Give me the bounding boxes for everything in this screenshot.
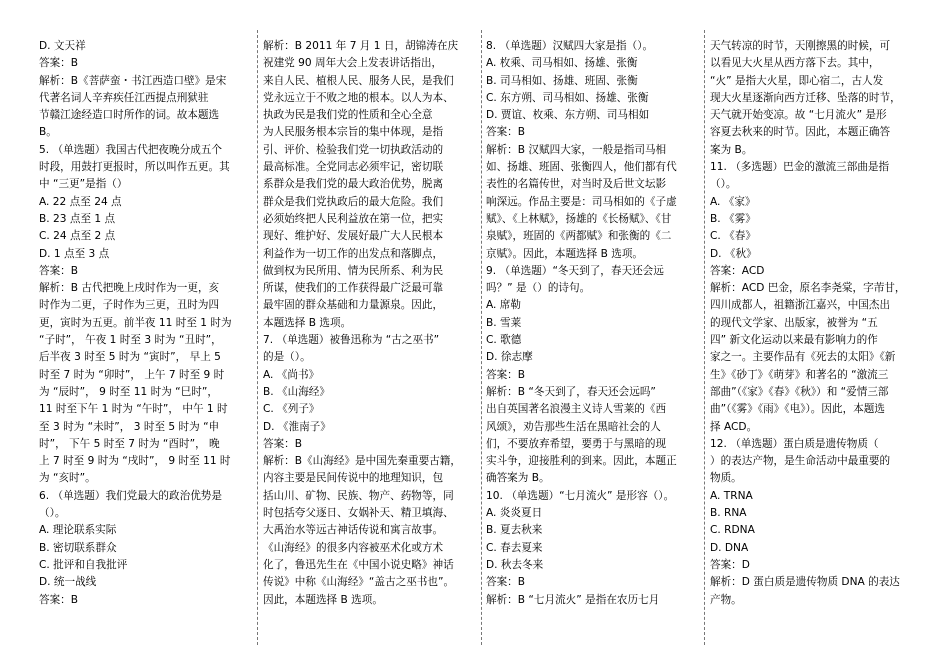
text-column-1 <box>39 38 264 638</box>
text-line: 因此，本题选择 B 选项。 <box>263 593 383 606</box>
text-line: 6. （单选题）我们党最大的政治优势是 <box>39 489 222 502</box>
text-line: “火” 是指大火星，即心宿二，古人发 <box>710 74 884 87</box>
text-line: 括山川、矿物、民族、物产、药物等，同 <box>263 489 454 502</box>
text-line: 答案：D <box>710 558 750 571</box>
text-line: 案为 B。 <box>710 143 753 156</box>
text-line: 们，不要放弃希望，要勇于与黑暗的现 <box>486 437 667 450</box>
text-line: B. RNA <box>710 507 747 520</box>
text-line: “子时”， 午夜 1 时至 3 时为 “丑时”， <box>39 334 222 347</box>
text-line: 解析：B《山海经》是中国先秦重要古籍， <box>263 455 461 468</box>
text-line: C. 24 点至 2 点 <box>39 230 116 243</box>
text-line: 解析：ACD 巴金，原名李尧棠，字芾甘， <box>710 282 906 295</box>
text-line: A. 枚乘、司马相如、扬雄、张衡 <box>486 57 638 70</box>
text-line: 化了，鲁迅先生在《中国小说史略》神话 <box>263 558 454 571</box>
text-line: 答案：B <box>486 576 526 589</box>
text-line: A. 《家》 <box>710 195 756 208</box>
text-line: 风颂》，劝告那些生活在黑暗社会的人 <box>486 420 661 433</box>
text-column-3 <box>486 38 707 638</box>
text-line: A. 理论联系实际 <box>39 524 117 537</box>
text-line: 8. （单选题）汉赋四大家是指（）。 <box>486 40 654 52</box>
text-line: 如、扬雄、班固、张衡四人，他们都有代 <box>486 161 677 174</box>
text-line: 解析：D 蛋白质是遗传物质 DNA 的表达 <box>710 576 900 589</box>
text-line: 后半夜 3 时至 5 时为 “寅时”， 早上 5 <box>39 351 221 364</box>
text-line: 现好、维护好、发展好最广大人民根本 <box>263 230 444 243</box>
text-line: 容夏去秋来的时节。因此，本题正确答 <box>710 126 891 139</box>
text-line: 利益作为一切工作的出发点和落脚点， <box>263 247 444 260</box>
text-line: 解析：B 2011 年 7 月 1 日，胡锦涛在庆 <box>263 40 459 52</box>
text-line: D. 徐志摩 <box>486 351 533 364</box>
text-line: 响深远。作品主要是：司马相如的《子虚 <box>486 195 677 208</box>
text-line: 来自人民、植根人民、服务人民，是我们 <box>263 74 454 87</box>
text-line: 家之一。主要作品有《死去的太阳》《新 <box>710 351 896 364</box>
text-line: 答案：ACD <box>710 264 765 277</box>
text-line: 为 “亥时”。 <box>39 472 96 485</box>
text-line: D. 《秋》 <box>710 247 757 260</box>
text-line: 赋》、《上林赋》，扬雄的《长杨赋》、《甘 <box>486 212 672 225</box>
text-line: 生》《砂丁》《萌芽》和著名的 “激流三 <box>710 368 889 381</box>
text-line: 四川成都人，祖籍浙江嘉兴，中国杰出 <box>710 299 891 312</box>
text-line: 吗？” 是（）的诗句。 <box>486 282 591 295</box>
text-line: 的是（）。 <box>263 351 311 364</box>
text-line: A. 炎炎夏日 <box>486 507 543 520</box>
text-line: 泉赋》，班固的《两都赋》和张衡的《二 <box>486 230 672 243</box>
text-line: C. 《列子》 <box>263 403 320 416</box>
text-line: 时段，用鼓打更报时，所以叫作五更。其 <box>39 161 230 174</box>
text-line: D. DNA <box>710 541 749 554</box>
text-line: （）。 <box>39 507 66 520</box>
text-line: C. 歌德 <box>486 334 522 347</box>
text-line: C. 《春》 <box>710 230 756 243</box>
text-line: 出自英国著名浪漫主义诗人雪莱的《西 <box>486 403 667 416</box>
text-line: 党永远立于不败之地的根本。以人为本、 <box>263 91 454 104</box>
text-line: 时包括夸父逐日、女娲补天、精卫填海、 <box>263 507 454 520</box>
text-line: 7. （单选题）被鲁迅称为 “古之巫书” <box>263 334 440 347</box>
text-line: 时”， 下午 5 时至 7 时为 “酉时”， 晚 <box>39 437 220 450</box>
text-line: 天气就开始变凉。故 “七月流火” 是形 <box>710 109 887 122</box>
text-line: 内容主要是民间传说中的地理知识，包 <box>263 472 444 485</box>
text-line: 解析：B 汉赋四大家，一般是指司马相 <box>486 143 667 156</box>
text-line: 择 ACD。 <box>710 420 758 433</box>
text-line: 答案：B <box>486 368 526 381</box>
text-line: 时作为二更，子时作为三更，丑时为四 <box>39 299 220 312</box>
text-line: 系群众是我们党的最大政治优势，脱离 <box>263 178 444 191</box>
text-line: 表性的名篇传世，对当时及后世文坛影 <box>486 178 667 191</box>
text-line: 12. （单选题）蛋白质是遗传物质（ <box>710 437 879 450</box>
text-line: 上 7 时至 9 时为 “戌时”， 9 时至 11 时 <box>39 455 231 468</box>
text-line: 京赋》。因此，本题选择 B 选项。 <box>486 247 644 260</box>
text-line: 祝建党 90 周年大会上发表讲话指出， <box>263 57 443 70</box>
text-column-4 <box>710 38 934 638</box>
text-line: 现大火星逐渐向西方迁移、坠落的时节， <box>710 91 901 104</box>
text-line: A. TRNA <box>710 489 753 502</box>
text-line: 做到权为民所用、情为民所系、利为民 <box>263 264 444 277</box>
text-line: C. 批评和自我批评 <box>39 558 128 571</box>
text-line: 部曲”（《家》《春》《秋》）和 “爱情三部 <box>710 385 889 398</box>
text-line: 产物。 <box>710 593 742 606</box>
text-line: B. 雪莱 <box>486 316 522 329</box>
text-line: B. 夏去秋来 <box>486 524 543 537</box>
text-line: 代著名词人辛弃疾任江西提点刑狱驻 <box>39 91 209 104</box>
text-line: 引、评价、检验我们党一切执政活动的 <box>263 143 444 156</box>
text-line: A. 《尚书》 <box>263 368 320 381</box>
text-line: 10. （单选题）“七月流火” 是形容（）。 <box>486 489 675 502</box>
text-line: 必须始终把人民利益放在第一位，把实 <box>263 212 444 225</box>
text-line: 11. （多选题）巴金的激流三部曲是指 <box>710 161 890 174</box>
text-line: B. 司马相如、扬雄、班固、张衡 <box>486 74 638 87</box>
text-line: 所谋，使我们的工作获得最广泛最可靠 <box>263 282 444 295</box>
text-line: D. 统一战线 <box>39 576 97 589</box>
text-line: 答案：B <box>486 126 526 139</box>
text-line: 答案：B <box>39 593 79 606</box>
text-line: C. 春去夏来 <box>486 541 543 554</box>
text-line: 5. （单选题）我国古代把夜晚分成五个 <box>39 143 222 156</box>
text-line: 为 “辰时”， 9 时至 11 时为 “巳时”， <box>39 385 218 398</box>
text-line: 《山海经》的很多内容被巫术化或方术 <box>263 541 444 554</box>
text-line: 答案：B <box>39 57 79 70</box>
text-line: 9. （单选题）“冬天到了，春天还会远 <box>486 264 664 277</box>
text-line: 解析：B《菩萨蛮・书江西造口壁》是宋 <box>39 74 227 87</box>
text-line: 确答案为 B。 <box>486 472 550 485</box>
text-line: A. 席勒 <box>486 299 521 312</box>
text-line: 的现代文学家、出版家，被誉为 “五 <box>710 316 878 329</box>
text-line: 至 3 时为 “未时”， 3 时至 5 时为 “申 <box>39 420 220 433</box>
text-line: 大禹治水等远古神话传说和寓言故事。 <box>263 524 444 537</box>
text-line: 群众是我们党执政后的最大危险。我们 <box>263 195 444 208</box>
text-line: 物质。 <box>710 472 742 485</box>
text-line: D. 《淮南子》 <box>263 420 331 433</box>
text-line: D. 秋去冬来 <box>486 558 544 571</box>
text-line: 本题选择 B 选项。 <box>263 316 352 329</box>
text-line: 解析：B “七月流火” 是指在农历七月 <box>486 593 660 606</box>
text-line: 答案：B <box>263 437 303 450</box>
text-line: B. 23 点至 1 点 <box>39 212 116 225</box>
text-line: 11 时至下午 1 时为 “午时”， 中午 1 时 <box>39 403 228 416</box>
text-line: 中 “三更”是指（） <box>39 178 128 191</box>
text-line: B. 《雾》 <box>710 212 756 225</box>
text-line: D. 1 点至 3 点 <box>39 247 110 260</box>
text-line: （）。 <box>710 178 737 191</box>
text-line: 最高标准。全党同志必须牢记，密切联 <box>263 161 444 174</box>
text-line: 实斗争，迎接胜利的到来。因此，本题正 <box>486 455 677 468</box>
text-line: 以看见大火星从西方落下去。其中， <box>710 57 880 70</box>
text-line: 曲”（《雾》《雨》《电》）。因此，本题选 <box>710 403 885 416</box>
text-line: 节赣江途经造口时所作的词。故本题选 <box>39 109 220 122</box>
text-line: 传说》中称《山海经》“盖古之巫书也”。 <box>263 576 455 589</box>
text-line: ）的表达产物，是生命活动中最重要的 <box>710 455 891 468</box>
text-column-2 <box>263 38 485 638</box>
text-line: C. 东方朔、司马相如、扬雄、张衡 <box>486 91 649 104</box>
text-line: 解析：B “冬天到了，春天还会远吗” <box>486 385 656 398</box>
text-line: C. RDNA <box>710 524 755 537</box>
text-line: 解析：B 古代把晚上戌时作为一更，亥 <box>39 282 220 295</box>
text-line: D. 文天祥 <box>39 40 86 52</box>
text-line: B. 密切联系群众 <box>39 541 117 554</box>
text-line: 时至 7 时为 “卯时”， 上午 7 时至 9 时 <box>39 368 225 381</box>
text-line: 为人民服务根本宗旨的集中体现，是指 <box>263 126 444 139</box>
text-line: B。 <box>39 126 57 139</box>
text-line: 四” 新文化运动以来最有影响力的作 <box>710 334 878 347</box>
text-line: 答案：B <box>39 264 79 277</box>
text-line: B. 《山海经》 <box>263 385 330 398</box>
text-line: 最牢固的群众基础和力量源泉。因此， <box>263 299 444 312</box>
text-line: 执政为民是我们党的性质和全心全意 <box>263 109 433 122</box>
text-line: D. 贾谊、枚乘、东方朔、司马相如 <box>486 109 650 122</box>
text-line: 天气转凉的时节，天刚擦黑的时候，可 <box>710 40 891 52</box>
text-line: 更，寅时为五更。前半夜 11 时至 1 时为 <box>39 316 232 329</box>
text-line: A. 22 点至 24 点 <box>39 195 122 208</box>
